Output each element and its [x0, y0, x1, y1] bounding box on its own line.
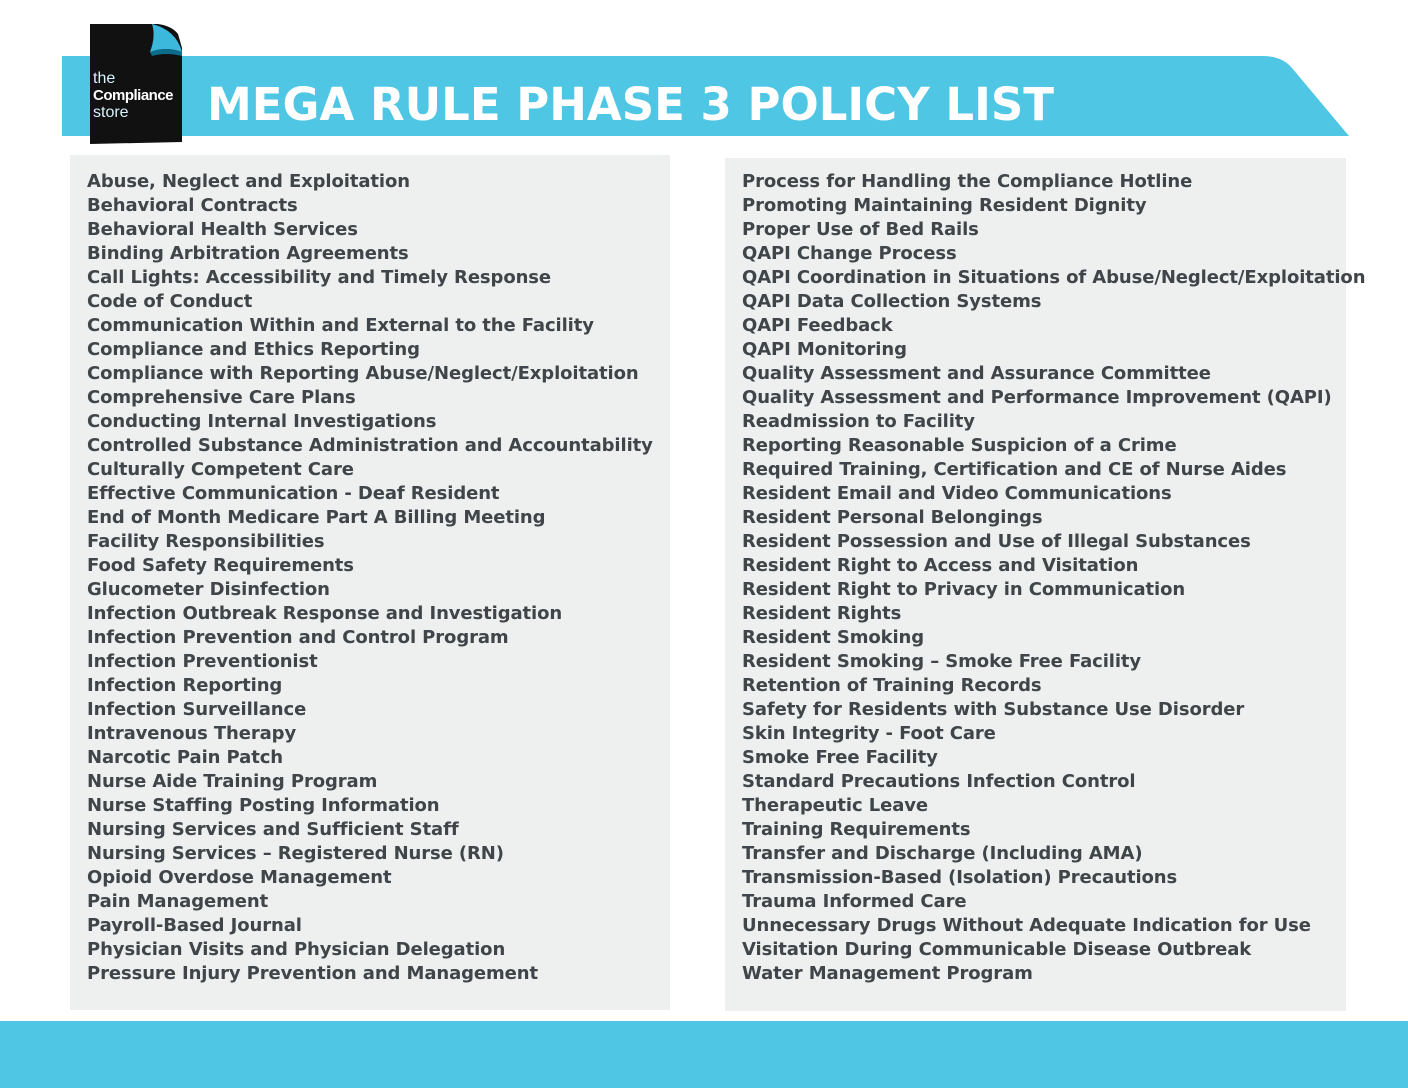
policy-list-item: Infection Surveillance — [87, 699, 307, 720]
policy-list-item: Communication Within and External to the Facility — [87, 315, 594, 336]
logo-line-1: the — [93, 70, 116, 87]
policy-list-item: Nursing Services and Sufficient Staff — [87, 819, 459, 840]
policy-list-item: Resident Possession and Use of Illegal Substances — [742, 531, 1251, 552]
policy-list-item: Physician Visits and Physician Delegation — [87, 939, 506, 960]
left-policy-list — [87, 170, 653, 986]
policy-list-item: Skin Integrity - Foot Care — [742, 723, 996, 744]
policy-list-item: Infection Outbreak Response and Investigation — [87, 603, 563, 624]
policy-list-item: QAPI Coordination in Situations of Abuse/Neglect/Exploitation — [742, 267, 1366, 288]
policy-list-item: Standard Precautions Infection Control — [742, 771, 1136, 792]
policy-list-item: Pressure Injury Prevention and Management — [87, 963, 539, 984]
right-policy-list — [742, 170, 1365, 986]
policy-list-item: Resident Smoking — [742, 627, 925, 648]
policy-list-item: QAPI Feedback — [742, 315, 893, 336]
policy-list-item: Water Management Program — [742, 963, 1033, 984]
policy-list-item: QAPI Data Collection Systems — [742, 291, 1042, 312]
policy-list-item: Narcotic Pain Patch — [87, 747, 283, 768]
policy-list-item: Abuse, Neglect and Exploitation — [87, 171, 410, 192]
policy-list-item: Safety for Residents with Substance Use Disorder — [742, 699, 1245, 720]
policy-list-item: Compliance with Reporting Abuse/Neglect/Exploitation — [87, 363, 639, 384]
page-title: MEGA RULE PHASE 3 POLICY LIST — [207, 78, 1054, 131]
policy-list-item: Resident Smoking – Smoke Free Facility — [742, 651, 1142, 672]
policy-list-item: QAPI Change Process — [742, 243, 957, 264]
policy-list-item: Visitation During Communicable Disease Outbreak — [742, 939, 1252, 960]
policy-list-item: Readmission to Facility — [742, 411, 975, 432]
policy-list-item: Infection Preventionist — [87, 651, 318, 672]
policy-list-item: Resident Email and Video Communications — [742, 483, 1172, 504]
policy-list-item: Opioid Overdose Management — [87, 867, 392, 888]
logo-text — [93, 70, 173, 121]
policy-list-item: Behavioral Contracts — [87, 195, 298, 216]
policy-list-item: Training Requirements — [742, 819, 971, 840]
policy-list-item: Smoke Free Facility — [742, 747, 938, 768]
policy-list-item: Infection Prevention and Control Program — [87, 627, 509, 648]
policy-list-item: Quality Assessment and Performance Improvement (QAPI) — [742, 387, 1332, 408]
policy-list-item: Call Lights: Accessibility and Timely Response — [87, 267, 552, 288]
footer-bar — [0, 1021, 1408, 1088]
policy-list-item: Effective Communication - Deaf Resident — [87, 483, 500, 504]
policy-list-item: Resident Personal Belongings — [742, 507, 1043, 528]
policy-list-item: Facility Responsibilities — [87, 531, 325, 552]
policy-list-item: Food Safety Requirements — [87, 555, 354, 576]
policy-list-item: Nursing Services – Registered Nurse (RN) — [87, 843, 504, 864]
policy-list-item: Conducting Internal Investigations — [87, 411, 437, 432]
policy-list-item: Culturally Competent Care — [87, 459, 354, 480]
policy-list-item: Resident Right to Access and Visitation — [742, 555, 1139, 576]
policy-list-item: Reporting Reasonable Suspicion of a Crime — [742, 435, 1177, 456]
policy-list-item: Quality Assessment and Assurance Committee — [742, 363, 1211, 384]
policy-list-item: Behavioral Health Services — [87, 219, 358, 240]
policy-list-item: Transfer and Discharge (Including AMA) — [742, 843, 1143, 864]
policy-list-item: Resident Rights — [742, 603, 902, 624]
policy-list-item: Compliance and Ethics Reporting — [87, 339, 420, 360]
policy-list-item: Pain Management — [87, 891, 269, 912]
policy-list-item: Resident Right to Privacy in Communication — [742, 579, 1186, 600]
policy-list-item: Infection Reporting — [87, 675, 283, 696]
policy-list-item: Proper Use of Bed Rails — [742, 219, 979, 240]
logo-line-2: Compliance — [93, 87, 174, 104]
policy-list-item: Promoting Maintaining Resident Dignity — [742, 195, 1147, 216]
policy-list-item: Payroll-Based Journal — [87, 915, 302, 936]
policy-list-item: Unnecessary Drugs Without Adequate Indication for Use — [742, 915, 1311, 936]
policy-list-item: Transmission-Based (Isolation) Precautions — [742, 867, 1178, 888]
policy-list-item: Process for Handling the Compliance Hotline — [742, 171, 1193, 192]
logo-line-3: store — [93, 104, 129, 121]
policy-list-item: Glucometer Disinfection — [87, 579, 330, 600]
policy-list-item: Code of Conduct — [87, 291, 253, 312]
policy-list-item: Trauma Informed Care — [742, 891, 967, 912]
policy-list-item: Intravenous Therapy — [87, 723, 297, 744]
policy-list-item: End of Month Medicare Part A Billing Meeting — [87, 507, 546, 528]
policy-list-item: QAPI Monitoring — [742, 339, 907, 360]
policy-list-item: Required Training, Certification and CE of Nurse Aides — [742, 459, 1287, 480]
policy-list-item: Nurse Staffing Posting Information — [87, 795, 440, 816]
policy-list-item: Retention of Training Records — [742, 675, 1042, 696]
policy-list-item: Nurse Aide Training Program — [87, 771, 378, 792]
policy-list-item: Controlled Substance Administration and Accountability — [87, 435, 653, 456]
policy-list-item: Comprehensive Care Plans — [87, 387, 356, 408]
policy-list-item: Therapeutic Leave — [742, 795, 929, 816]
policy-list-item: Binding Arbitration Agreements — [87, 243, 409, 264]
